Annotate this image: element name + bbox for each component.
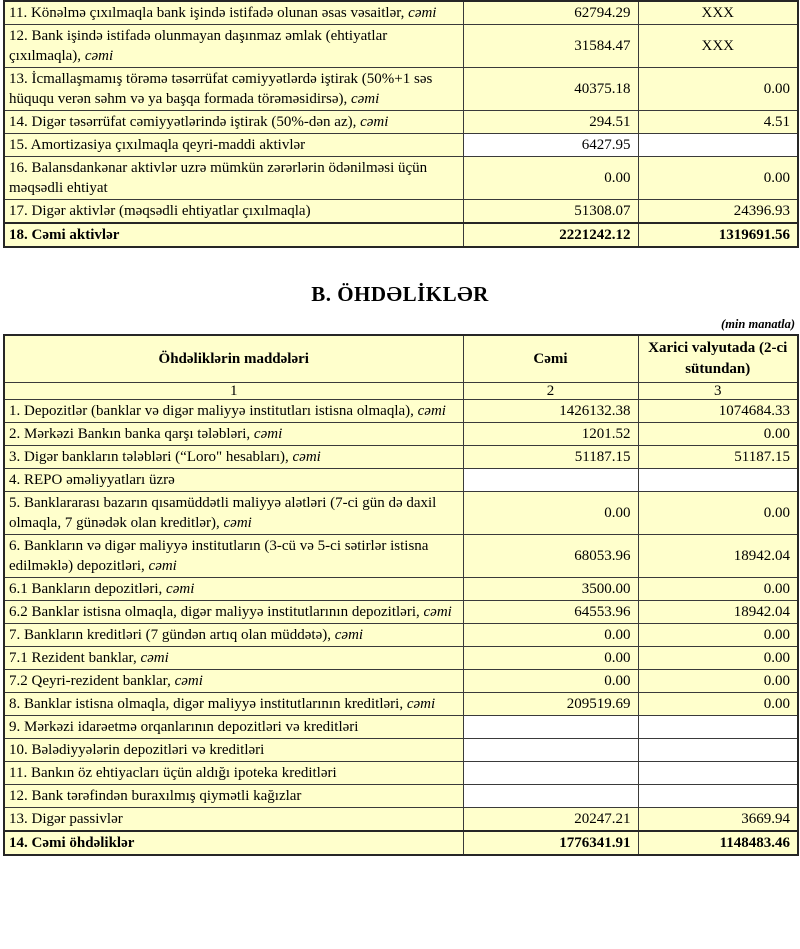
- row-label: 6. Bankların və digər maliyyə institutların (3-cü və 5-ci sətirlər istisna edilməklə) depozitləri, cəmi: [4, 535, 463, 578]
- value-foreign-currency: 24396.93: [638, 200, 798, 224]
- row-label: 3. Digər bankların tələbləri (“Loro" hesabları), cəmi: [4, 446, 463, 469]
- value-total: 2221242.12: [463, 223, 638, 247]
- col-header-foreign-currency: Xarici valyutada (2-ci sütundan): [638, 335, 798, 383]
- value-foreign-currency: 0.00: [638, 670, 798, 693]
- value-total: 51187.15: [463, 446, 638, 469]
- table-row: [4, 624, 798, 647]
- value-total: 1426132.38: [463, 400, 638, 423]
- liabilities-rows: [4, 400, 798, 856]
- liabilities-table: [3, 334, 799, 856]
- value-total: [463, 469, 638, 492]
- table-row: [4, 716, 798, 739]
- row-label-italic-suffix: cəmi: [408, 5, 437, 21]
- row-label: 6.2 Banklar istisna olmaqla, digər maliyyə institutlarının depozitləri, cəmi: [4, 601, 463, 624]
- unit-note: (min manatla): [721, 317, 795, 331]
- value-total: 0.00: [463, 492, 638, 535]
- row-label-italic-suffix: cəmi: [166, 581, 195, 597]
- value-foreign-currency: 0.00: [638, 693, 798, 716]
- table-row: [4, 200, 798, 224]
- row-label-italic-suffix: cəmi: [406, 696, 436, 712]
- table-row: [4, 739, 798, 762]
- value-foreign-currency: [638, 134, 798, 157]
- liabilities-header: [4, 335, 798, 400]
- value-foreign-currency: 0.00: [638, 423, 798, 446]
- row-label-italic-suffix: cəmi: [148, 558, 177, 574]
- row-label: 7.2 Qeyri-rezident banklar, cəmi: [4, 670, 463, 693]
- value-total: 6427.95: [463, 134, 638, 157]
- value-foreign-currency: 0.00: [638, 157, 798, 200]
- row-label-italic-suffix: cəmi: [423, 604, 452, 620]
- value-foreign-currency: 4.51: [638, 111, 798, 134]
- row-label: 4. REPO əməliyyatları üzrə: [4, 469, 463, 492]
- row-label: 5. Banklararası bazarın qısamüddətli maliyyə alətləri (7-ci gün də daxil olmaqla, 7 günədək olan kreditlər), cəmi: [4, 492, 463, 535]
- table-row: [4, 1, 798, 25]
- value-total: [463, 785, 638, 808]
- row-label-italic-suffix: cəmi: [334, 627, 364, 643]
- table-row: [4, 693, 798, 716]
- table-row: [4, 831, 798, 855]
- value-total: [463, 739, 638, 762]
- value-total: [463, 762, 638, 785]
- row-label-italic-suffix: cəmi: [292, 449, 321, 465]
- value-total: 294.51: [463, 111, 638, 134]
- header-row: [4, 335, 798, 383]
- row-label: 14. Cəmi öhdəliklər: [4, 831, 463, 855]
- table-row: [4, 469, 798, 492]
- value-foreign-currency: 1148483.46: [638, 831, 798, 855]
- table-row: [4, 578, 798, 601]
- table-row: [4, 535, 798, 578]
- table-row: [4, 808, 798, 832]
- value-foreign-currency: [638, 716, 798, 739]
- value-foreign-currency: [638, 469, 798, 492]
- table-row: [4, 762, 798, 785]
- row-label-italic-suffix: cəmi: [223, 515, 252, 531]
- value-total: 62794.29: [463, 1, 638, 25]
- value-total: 1776341.91: [463, 831, 638, 855]
- row-label: 10. Bələdiyyələrin depozitləri və kreditləri: [4, 739, 463, 762]
- table-row: [4, 647, 798, 670]
- row-label: 2. Mərkəzi Bankın banka qarşı tələbləri, cəmi: [4, 423, 463, 446]
- row-label: 8. Banklar istisna olmaqla, digər maliyyə institutlarının kreditləri, cəmi: [4, 693, 463, 716]
- table-row: [4, 601, 798, 624]
- row-label: 11. Könəlmə çıxılmaqla bank işində istifadə olunan əsas vəsaitlər, cəmi: [4, 1, 463, 25]
- column-index-3: 3: [638, 383, 798, 400]
- row-label-italic-suffix: cəmi: [253, 426, 283, 442]
- row-label: 14. Digər təsərrüfat cəmiyyətlərində iştirak (50%-dən az), cəmi: [4, 111, 463, 134]
- row-label: 1. Depozitlər (banklar və digər maliyyə institutları istisna olmaqla), cəmi: [4, 400, 463, 423]
- value-foreign-currency: [638, 739, 798, 762]
- value-foreign-currency: 0.00: [638, 624, 798, 647]
- assets-rows: [4, 1, 798, 247]
- value-total: 20247.21: [463, 808, 638, 832]
- value-foreign-currency: 1074684.33: [638, 400, 798, 423]
- value-foreign-currency: 1319691.56: [638, 223, 798, 247]
- value-total: 51308.07: [463, 200, 638, 224]
- column-index-1: 1: [4, 383, 463, 400]
- row-label: 13. Digər passivlər: [4, 808, 463, 832]
- value-foreign-currency: 0.00: [638, 492, 798, 535]
- row-label: 13. İcmallaşmamış törəmə təsərrüfat cəmiyyətlərdə iştirak (50%+1 səs hüququ verən səhm və ya başqa formada törəməsidirsə), cəmi: [4, 68, 463, 111]
- value-foreign-currency: [638, 785, 798, 808]
- value-total: 31584.47: [463, 25, 638, 68]
- row-label: 17. Digər aktivlər (məqsədli ehtiyatlar çıxılmaqla): [4, 200, 463, 224]
- value-total: 40375.18: [463, 68, 638, 111]
- column-index-row: [4, 383, 798, 400]
- table-row: [4, 785, 798, 808]
- row-label-italic-suffix: cəmi: [417, 403, 446, 419]
- value-foreign-currency: 51187.15: [638, 446, 798, 469]
- col-header-total: Cəmi: [463, 335, 638, 383]
- value-foreign-currency: 18942.04: [638, 601, 798, 624]
- table-row: [4, 25, 798, 68]
- table-row: [4, 157, 798, 200]
- value-total: [463, 716, 638, 739]
- value-total: 3500.00: [463, 578, 638, 601]
- assets-table: [3, 0, 799, 248]
- row-label: 15. Amortizasiya çıxılmaqla qeyri-maddi aktivlər: [4, 134, 463, 157]
- table-row: [4, 492, 798, 535]
- value-foreign-currency: 0.00: [638, 647, 798, 670]
- table-row: [4, 134, 798, 157]
- table-row: [4, 111, 798, 134]
- column-index-2: 2: [463, 383, 638, 400]
- row-label: 6.1 Bankların depozitləri, cəmi: [4, 578, 463, 601]
- col-header-items: Öhdəliklərin maddələri: [4, 335, 463, 383]
- row-label: 16. Balansdankənar aktivlər uzrə mümkün zərərlərin ödənilməsi üçün məqsədli ehtiyat: [4, 157, 463, 200]
- row-label: 12. Bank işində istifadə olunmayan daşınmaz əmlak (ehtiyatlar çıxılmaqla), cəmi: [4, 25, 463, 68]
- row-label-italic-suffix: cəmi: [84, 48, 114, 64]
- value-foreign-currency: 0.00: [638, 578, 798, 601]
- row-label: 7.1 Rezident banklar, cəmi: [4, 647, 463, 670]
- value-total: 0.00: [463, 670, 638, 693]
- value-foreign-currency: 3669.94: [638, 808, 798, 832]
- row-label-italic-suffix: cəmi: [174, 673, 203, 689]
- table-row: [4, 670, 798, 693]
- value-foreign-currency: 0.00: [638, 68, 798, 111]
- row-label-italic-suffix: cəmi: [360, 114, 389, 130]
- table-row: [4, 223, 798, 247]
- row-label: 9. Mərkəzi idarəetmə orqanlarının depozitləri və kreditləri: [4, 716, 463, 739]
- value-foreign-currency: [638, 762, 798, 785]
- value-foreign-currency: XXX: [638, 25, 798, 68]
- value-total: 1201.52: [463, 423, 638, 446]
- row-label: 12. Bank tərəfindən buraxılmış qiymətli kağızlar: [4, 785, 463, 808]
- table-row: [4, 68, 798, 111]
- value-total: 0.00: [463, 157, 638, 200]
- row-label: 11. Bankın öz ehtiyacları üçün aldığı ipoteka kreditləri: [4, 762, 463, 785]
- value-total: 64553.96: [463, 601, 638, 624]
- value-total: 209519.69: [463, 693, 638, 716]
- row-label: 18. Cəmi aktivlər: [4, 223, 463, 247]
- table-row: [4, 446, 798, 469]
- table-row: [4, 423, 798, 446]
- row-label: 7. Bankların kreditləri (7 gündən artıq olan müddətə), cəmi: [4, 624, 463, 647]
- value-total: 68053.96: [463, 535, 638, 578]
- table-row: [4, 400, 798, 423]
- row-label-italic-suffix: cəmi: [140, 650, 169, 666]
- value-total: 0.00: [463, 624, 638, 647]
- value-foreign-currency: 18942.04: [638, 535, 798, 578]
- value-foreign-currency: XXX: [638, 1, 798, 25]
- row-label-italic-suffix: cəmi: [350, 91, 380, 107]
- liabilities-section-title: B. ÖHDƏLİKLƏR: [311, 282, 489, 306]
- value-total: 0.00: [463, 647, 638, 670]
